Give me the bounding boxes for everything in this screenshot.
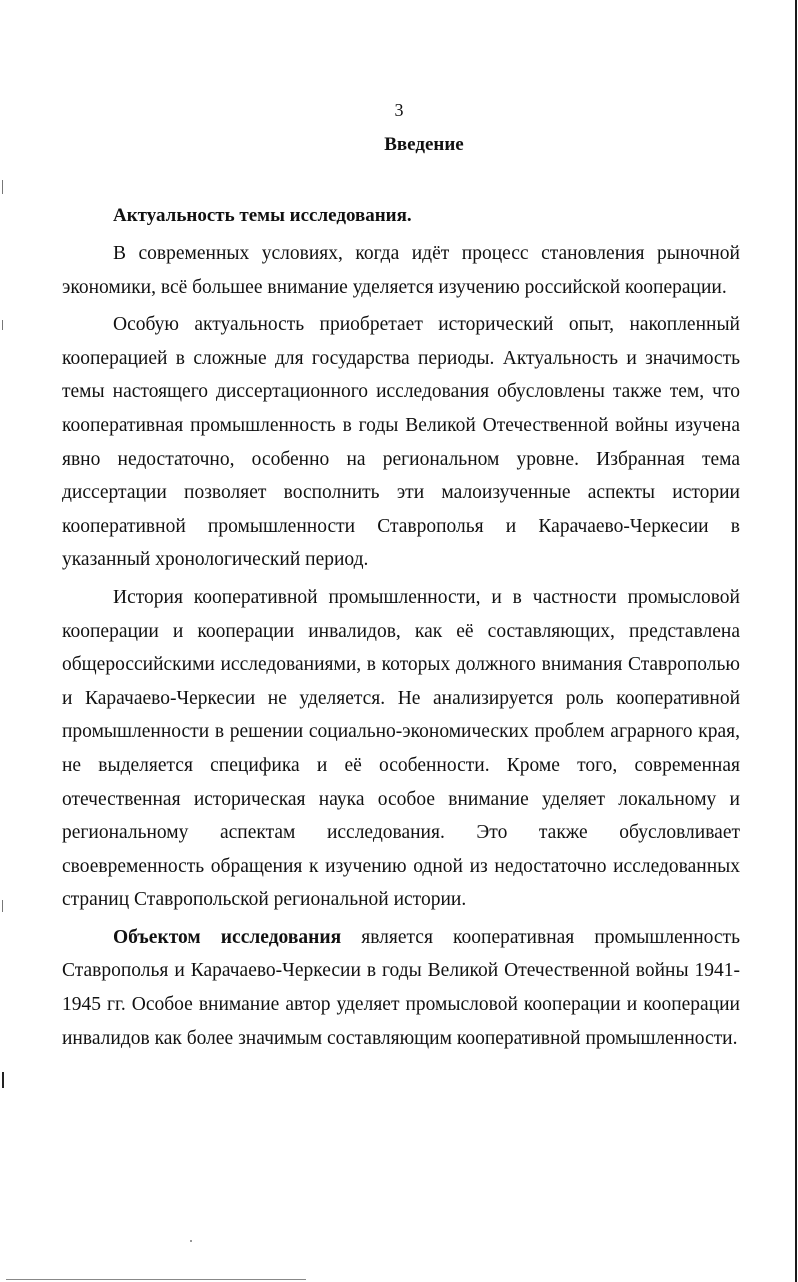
scan-dot <box>190 1240 192 1242</box>
page-edge-border <box>795 0 797 1282</box>
scan-mark <box>2 180 3 194</box>
page-number: 3 <box>394 100 404 120</box>
paragraph: Особую актуальность приобретает исторический опыт, накопленный кооперацией в сложные для государства периоды. Актуальность и значимость темы настоящего диссертационного исследования обусловлены также тем, что кооперативная промышленность в годы Великой Отечественной войны изучена явно недостаточно, особенно на региональном уровне. Избранная тема диссертации позволяет восполнить эти малоизученные аспекты истории кооперативной промышленности Ставрополья и Карачаево-Черкесии в указанный хронологический период. <box>62 314 740 571</box>
page-bottom-rule <box>6 1279 306 1280</box>
body-text <box>62 237 740 1055</box>
scan-mark <box>2 320 3 330</box>
subheading: Актуальность темы исследования. <box>113 205 412 226</box>
scan-mark <box>2 900 3 912</box>
scan-mark <box>2 1072 4 1088</box>
paragraph: История кооперативной промышленности, и в частности промысловой кооперации и кооперации инвалидов, как её составляющих, представлена общероссийскими исследованиями, в которых должного внимания Ставрополью и Карачаево-Черкесии не уделяется. Не анализируется роль кооперативной промышленности в решении социально-экономических проблем аграрного края, не выделяется специфика и её особенности. Кроме того, современная отечественная историческая наука особое внимание уделяет локальному и региональному аспектам исследования. Это также обусловливает своевременность обращения к изучению одной из недостаточно исследованных страниц Ставропольской региональной истории. <box>62 586 740 911</box>
bold-lead: Объектом исследования <box>113 926 342 948</box>
section-title: Введение <box>384 134 464 155</box>
paragraph-text: является кооперативная промышленность Ставрополья и Карачаево-Черкесии в годы Великой Отечественной войны 1941-1945 гг. Особое внимание автор уделяет промысловой кооперации и кооперации инвалидов как более значимым составляющим кооперативной промышленности. <box>62 926 740 1049</box>
paragraph <box>62 921 740 1055</box>
paragraph: В современных условиях, когда идёт процесс становления рыночной экономики, всё большее внимание уделяется изучению российской кооперации. <box>62 243 740 298</box>
